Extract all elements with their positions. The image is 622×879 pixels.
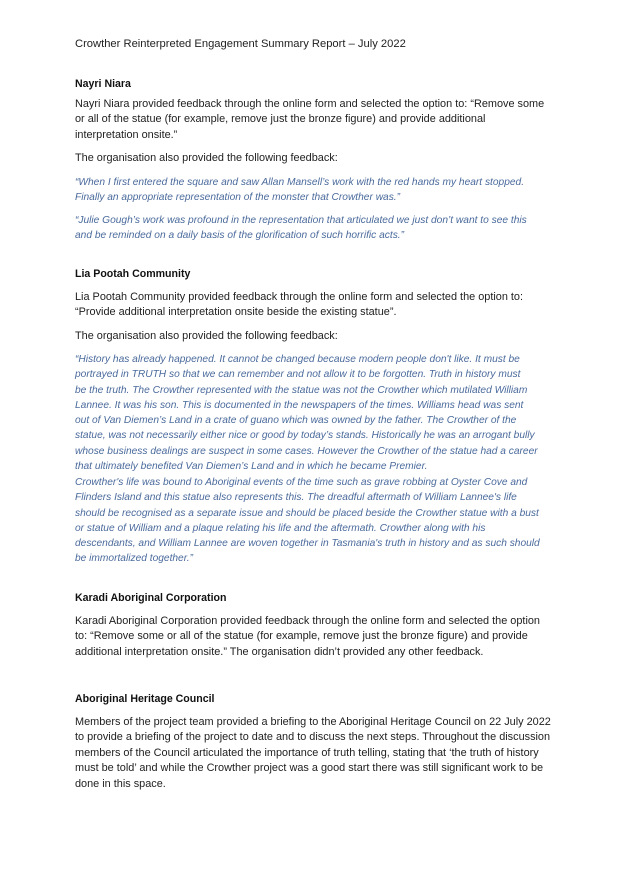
quote-line: that ultimately benefited Van Diemen’s Land and in which he became Premier. bbox=[75, 461, 428, 473]
quote-line: out of Van Diemen’s Land in a crate of guano which was owned by the father. The Crowther of the bbox=[75, 415, 517, 427]
quote-line: Flinders Island and this statue also represents this. The dreadful aftermath of William Lannee's life bbox=[75, 492, 517, 504]
quote-line: “History has already happened. It cannot be changed because modern people don't like. It must be bbox=[75, 354, 520, 365]
quote-line: whose business dealings are suspect in some cases. However the Crowther of the statue had a career bbox=[75, 445, 538, 457]
nayri-niara-intro bbox=[75, 97, 553, 143]
quote-line: portrayed in TRUTH so that we can remember and not allow it to be forgotten. Truth in history must bbox=[75, 369, 521, 381]
text-line: Karadi Aboriginal Corporation provided feedback through the online form and selected the option bbox=[75, 615, 540, 627]
text-line: interpretation onsite.” bbox=[75, 128, 178, 141]
nayri-niara-quote-2 bbox=[75, 213, 553, 244]
quote-line: and be reminded on a daily basis of the glorification of such horrific acts.” bbox=[75, 230, 405, 242]
section-heading-karadi: Karadi Aboriginal Corporation bbox=[75, 592, 227, 604]
quote-line: statue, was not necessarily either nice or good by today’s stands. Historically he was an arrogant bully bbox=[75, 430, 535, 442]
text-line: members of the Council articulated the importance of truth telling, stating that ‘the truth of history bbox=[75, 746, 539, 759]
text-line: to provide a briefing of the project to date and to discuss the next steps. Throughout the discussion bbox=[75, 731, 551, 744]
section-heading-heritage-council: Aboriginal Heritage Council bbox=[75, 693, 215, 705]
section-heading-lia-pootah: Lia Pootah Community bbox=[75, 268, 191, 280]
page-header: Crowther Reinterpreted Engagement Summary Report – July 2022 bbox=[75, 38, 406, 50]
text-line: or all of the statue (for example, remove just the bronze figure) and provide additional bbox=[75, 113, 486, 126]
quote-line: or statue of William and a plaque relating his life and the aftermath. Crowther along with his bbox=[75, 522, 486, 534]
nayri-niara-feedback-label bbox=[75, 151, 553, 166]
text-line: Nayri Niara provided feedback through the online form and selected the option to: “Remove some bbox=[75, 98, 545, 110]
karadi-intro bbox=[75, 614, 553, 660]
text-line: must be told’ and while the Crowther project was a good start there was still significant work to be bbox=[75, 762, 544, 775]
heritage-council-intro bbox=[75, 715, 553, 792]
text-line: done in this space. bbox=[75, 777, 166, 790]
quote-line: “When I first entered the square and saw Allan Mansell’s work with the red hands my heart stopped. bbox=[75, 177, 525, 188]
text-line: “Provide additional interpretation onsite beside the existing statue”. bbox=[75, 306, 397, 319]
text-line: Lia Pootah Community provided feedback through the online form and selected the option to: bbox=[75, 291, 524, 303]
lia-pootah-intro bbox=[75, 290, 553, 321]
quote-line: be immortalized together.” bbox=[75, 553, 193, 565]
quote-line: Crowther's life was bound to Aboriginal events of the time such as grave robbing at Oyster Cove and bbox=[75, 477, 528, 488]
quote-line: “Julie Gough’s work was profound in the representation that articulated we just don’t want to see this bbox=[75, 215, 527, 226]
quote-line: Lannee. It was his son. This is documented in the newspapers of the times. Williams head was sent bbox=[75, 399, 524, 411]
quote-line: Finally an appropriate representation of the monster that Crowther was.” bbox=[75, 192, 401, 204]
nayri-niara-quote-1 bbox=[75, 175, 553, 206]
text-line: The organisation also provided the following feedback: bbox=[75, 152, 338, 164]
quote-line: should be recognised as a separate issue and should be placed beside the Crowther statue with a bust bbox=[75, 507, 539, 519]
lia-pootah-feedback-label bbox=[75, 329, 553, 344]
lia-pootah-quote-2 bbox=[75, 475, 553, 567]
text-line: The organisation also provided the following feedback: bbox=[75, 330, 338, 342]
quote-line: be the truth. The Crowther represented with the statue was not the Crowther which mutilated William bbox=[75, 384, 528, 396]
lia-pootah-quote-1 bbox=[75, 352, 553, 474]
text-line: Members of the project team provided a briefing to the Aboriginal Heritage Council on 22 July 2022 bbox=[75, 716, 551, 728]
quote-line: descendants, and William Lannee are woven together in Tasmania's truth in history and as such should bbox=[75, 538, 540, 550]
section-heading-nayri-niara: Nayri Niara bbox=[75, 78, 131, 90]
text-line: additional interpretation onsite.” The organisation didn’t provided any other feedback. bbox=[75, 645, 484, 658]
text-line: to: “Remove some or all of the statue (for example, remove just the bronze figure) and provide bbox=[75, 630, 528, 643]
